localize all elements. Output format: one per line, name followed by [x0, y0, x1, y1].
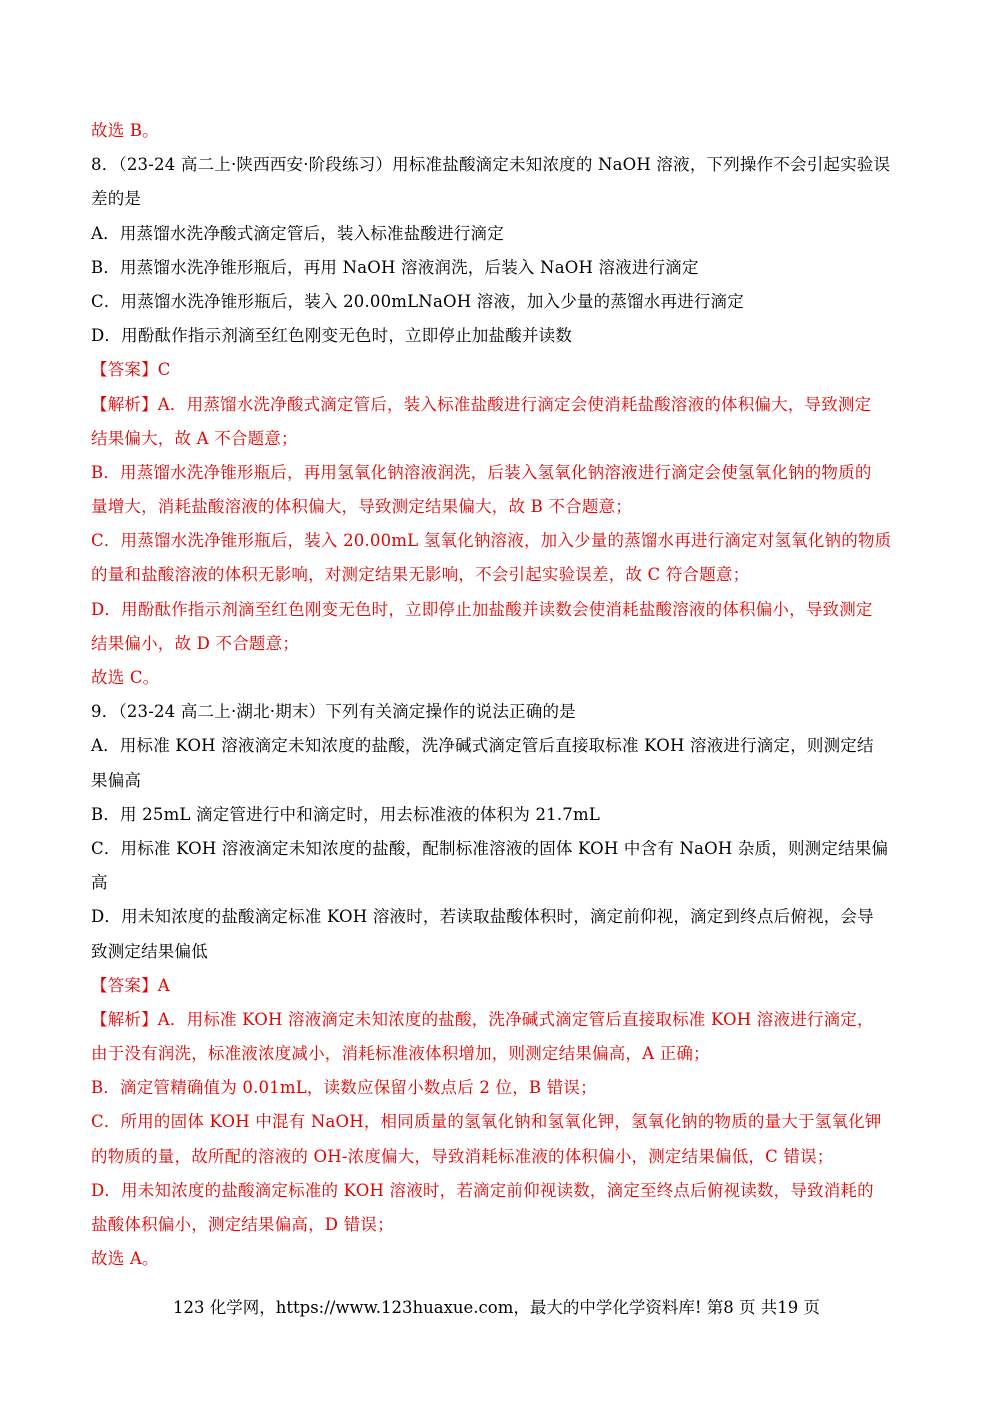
- question-8-analysis-c: C．用蒸馏水洗净锥形瓶后，装入 20.00mL 氢氧化钠溶液，加入少量的蒸馏水再进行滴定对氢氧化钠的物质: [91, 531, 892, 551]
- question-8-stem-cont: 差的是: [91, 189, 142, 209]
- question-8-analysis-b-cont: 量增大，消耗盐酸溶液的体积偏大，导致测定结果偏大，故 B 不合题意；: [91, 497, 632, 517]
- question-9-analysis-a-cont: 由于没有润洗，标准液浓度减小，消耗标准液体积增加，则测定结果偏高，A 正确；: [91, 1044, 710, 1064]
- question-8-option-b: B．用蒸馏水洗净锥形瓶后，再用 NaOH 溶液润洗，后装入 NaOH 溶液进行滴定: [91, 257, 699, 277]
- question-8-conclusion: 故选 C。: [91, 668, 160, 687]
- question-9-analysis-c: C．所用的固体 KOH 中混有 NaOH，相同质量的氢氧化钠和氢氧化钾，氢氧化钠的物质的量大于氢氧化钾: [91, 1112, 882, 1132]
- question-9-stem: 9．（23-24 高二上·湖北·期末）下列有关滴定操作的说法正确的是: [91, 702, 576, 722]
- question-9-option-d: D．用未知浓度的盐酸滴定标准 KOH 溶液时，若读取盐酸体积时，滴定前仰视，滴定到终点后俯视，会导: [91, 907, 874, 927]
- question-9-conclusion: 故选 A。: [91, 1249, 159, 1269]
- question-8-analysis-a-cont: 结果偏大，故 A 不合题意；: [91, 428, 298, 448]
- question-9-option-c-cont: 高: [91, 873, 108, 893]
- question-8-analysis-a: 【解析】A．用蒸馏水洗净酸式滴定管后，装入标准盐酸进行滴定会使消耗盐酸溶液的体积偏大，导致测定: [91, 394, 872, 414]
- question-9-analysis-a: 【解析】A．用标准 KOH 溶液滴定未知浓度的盐酸，洗净碱式滴定管后直接取标准 KOH 溶液进行滴定，: [91, 1009, 874, 1029]
- question-9-answer: 【答案】A: [91, 975, 170, 995]
- question-9-option-b: B．用 25mL 滴定管进行中和滴定时，用去标准液的体积为 21.7mL: [91, 804, 600, 824]
- question-9-option-a: A．用标准 KOH 溶液滴定未知浓度的盐酸，洗净碱式滴定管后直接取标准 KOH 溶液进行滴定，则测定结: [91, 736, 874, 756]
- page-footer: 123 化学网，https://www.123huaxue.com，最大的中学化学资料库! 第8 页 共19 页: [173, 1298, 820, 1317]
- question-9-analysis-c-cont: 的物质的量，故所配的溶液的 OH-浓度偏大，导致消耗标准液的体积偏小，测定结果偏低，C 错误；: [91, 1146, 834, 1166]
- question-8-option-c: C．用蒸馏水洗净锥形瓶后，装入 20.00mLNaOH 溶液，加入少量的蒸馏水再进行滴定: [91, 291, 744, 311]
- question-9-option-c: C．用标准 KOH 溶液滴定未知浓度的盐酸，配制标准溶液的固体 KOH 中含有 NaOH 杂质，则测定结果偏: [91, 838, 889, 858]
- question-9-option-a-cont: 果偏高: [91, 770, 142, 790]
- question-8-option-a: A．用蒸馏水洗净酸式滴定管后，装入标准盐酸进行滴定: [91, 223, 504, 243]
- question-8-stem: 8．（23-24 高二上·陕西西安·阶段练习）用标准盐酸滴定未知浓度的 NaOH 溶液，下列操作不会引起实验误: [91, 155, 891, 175]
- question-8-answer: 【答案】C: [91, 360, 171, 380]
- question-9-analysis-d: D．用未知浓度的盐酸滴定标准的 KOH 溶液时，若滴定前仰视读数，滴定至终点后俯视读数，导致消耗的: [91, 1180, 874, 1200]
- question-9-analysis-d-cont: 盐酸体积偏小，测定结果偏高，D 错误；: [91, 1215, 394, 1234]
- question-8-analysis-c-cont: 的量和盐酸溶液的体积无影响，对测定结果无影响，不会引起实验误差，故 C 符合题意；: [91, 565, 750, 585]
- question-9-option-d-cont: 致测定结果偏低: [91, 941, 208, 961]
- document-body: [91, 114, 906, 1276]
- question-8-analysis-d: D．用酚酞作指示剂滴至红色刚变无色时，立即停止加盐酸并读数会使消耗盐酸溶液的体积偏小，导致测定: [91, 599, 873, 619]
- question-8-option-d: D．用酚酞作指示剂滴至红色刚变无色时，立即停止加盐酸并读数: [91, 326, 573, 346]
- question-8-analysis-b: B．用蒸馏水洗净锥形瓶后，再用氢氧化钠溶液润洗，后装入氢氧化钠溶液进行滴定会使氢氧化钠的物质的: [91, 462, 872, 482]
- conclusion-line: 故选 B。: [91, 121, 159, 140]
- question-9-analysis-b: B．滴定管精确值为 0.01mL，读数应保留小数点后 2 位，B 错误；: [91, 1078, 597, 1098]
- question-8-analysis-d-cont: 结果偏小，故 D 不合题意；: [91, 633, 300, 653]
